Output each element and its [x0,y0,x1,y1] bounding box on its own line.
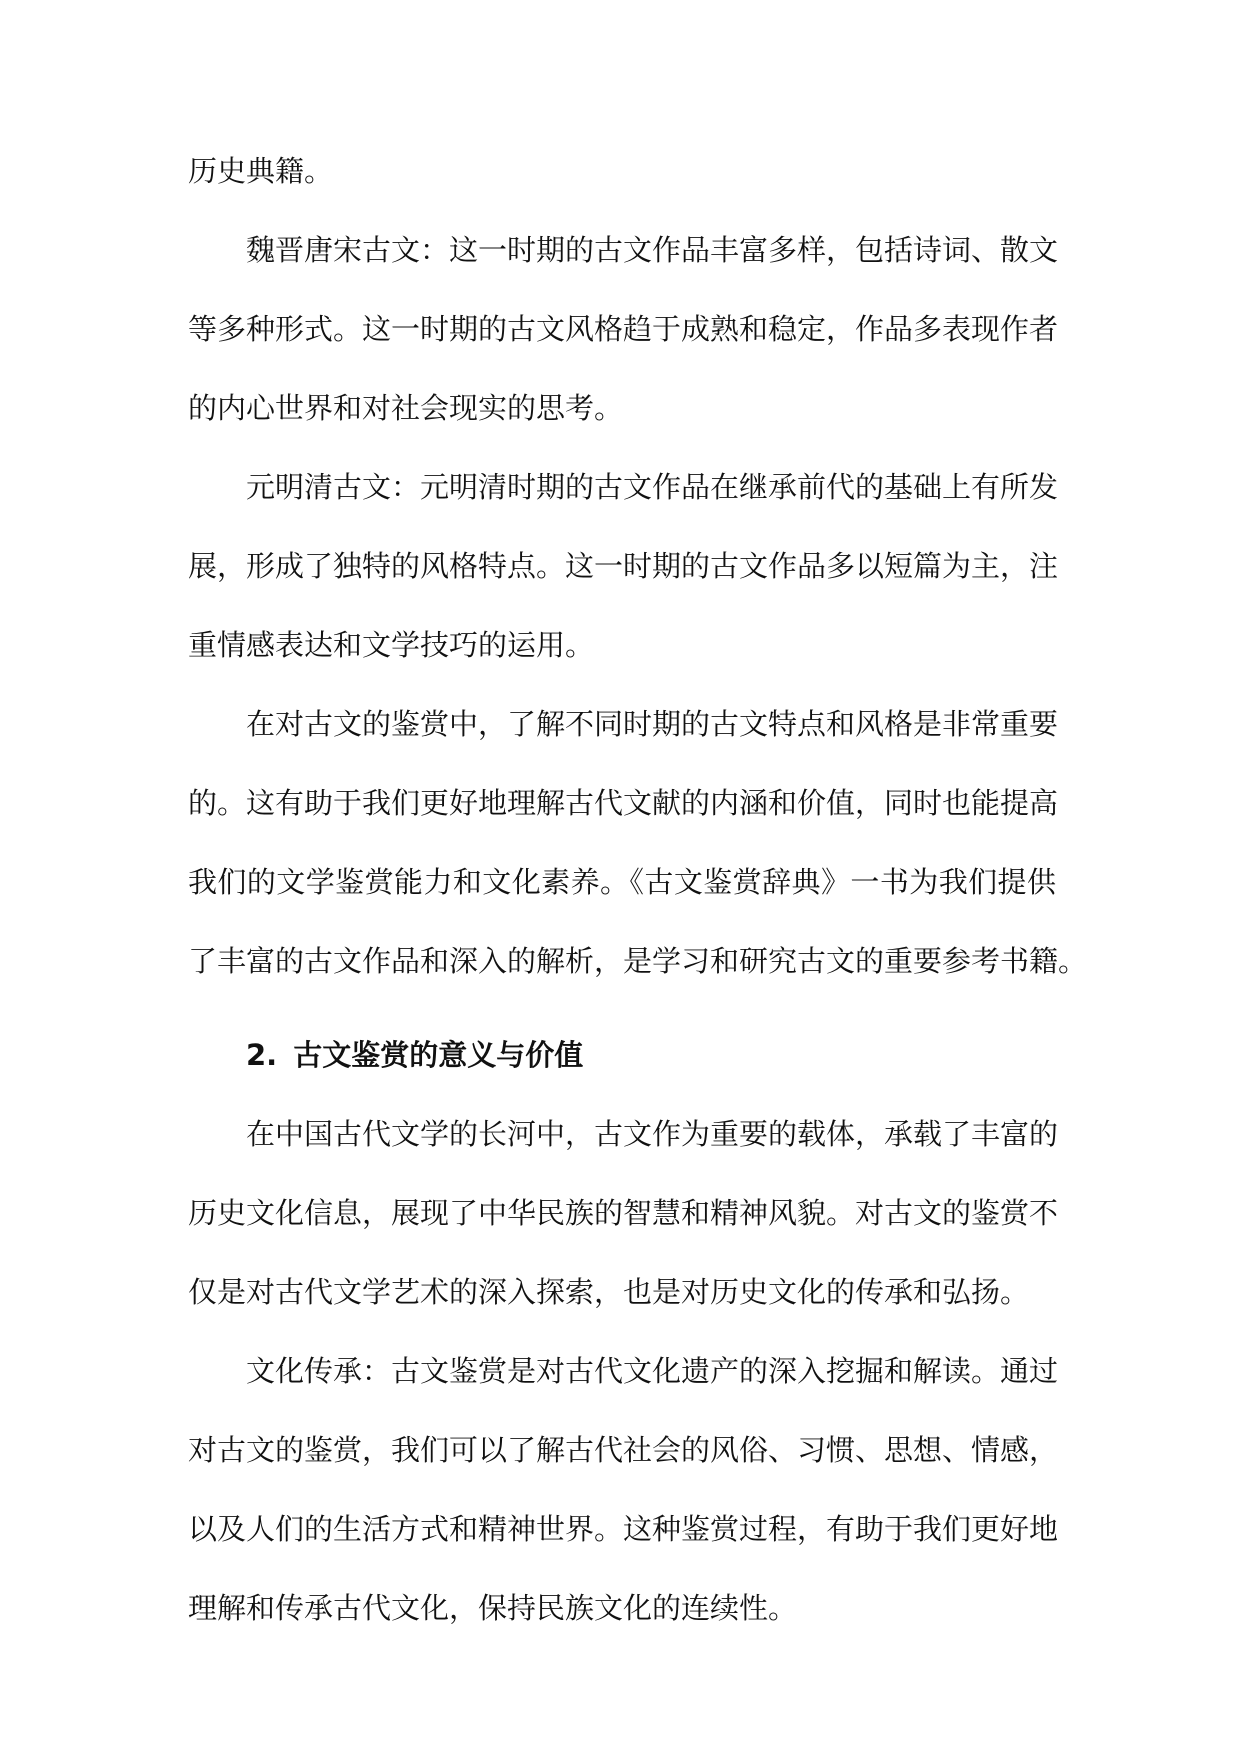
text-line: 我们的文学鉴赏能力和文化素养。《古文鉴赏辞典》一书为我们提供 [188,865,1056,899]
text-line: 以及人们的生活方式和精神世界。这种鉴赏过程，有助于我们更好地 [188,1512,1059,1546]
text-line: 历史文化信息，展现了中华民族的智慧和精神风貌。对古文的鉴赏不 [188,1196,1059,1230]
section-heading [188,1025,1056,1104]
text-line: 在中国古代文学的长河中，古文作为重要的载体，承载了丰富的 [246,1117,1059,1151]
paragraph [188,1104,1059,1341]
text-line: 了丰富的古文作品和深入的解析，是学习和研究古文的重要参考书籍。 [188,944,1088,978]
text-line: 文化传承：古文鉴赏是对古代文化遗产的深入挖掘和解读。通过 [246,1354,1059,1388]
text-line: 的。这有助于我们更好地理解古代文献的内涵和价值，同时也能提高 [188,786,1059,820]
text-line: 理解和传承古代文化，保持民族文化的连续性。 [188,1591,798,1625]
text-line: 的内心世界和对社会现实的思考。 [188,391,624,425]
text-line: 重情感表达和文学技巧的运用。 [188,628,595,662]
paragraph [188,141,1056,220]
section-title: 古文鉴赏的意义与价值 [293,1038,584,1072]
section-number: 2. [246,1038,278,1072]
text-line: 等多种形式。这一时期的古文风格趋于成熟和稳定，作品多表现作者 [188,312,1059,346]
text-line: 对古文的鉴赏，我们可以了解古代社会的风俗、习惯、思想、情感， [188,1433,1059,1467]
text-line: 在对古文的鉴赏中，了解不同时期的古文特点和风格是非常重要 [246,707,1059,741]
text-line: 魏晋唐宋古文：这一时期的古文作品丰富多样，包括诗词、散文 [246,233,1059,267]
paragraph [188,220,1059,457]
text-line: 仅是对古代文学艺术的深入探索，也是对历史文化的传承和弘扬。 [188,1275,1030,1309]
text-line: 历史典籍。 [188,154,334,188]
paragraph [188,457,1059,694]
text-line: 元明清古文：元明清时期的古文作品在继承前代的基础上有所发 [246,470,1059,504]
page-content [188,141,1088,1657]
paragraph [188,694,1088,1010]
paragraph [188,1341,1059,1657]
text-line: 展，形成了独特的风格特点。这一时期的古文作品多以短篇为主，注 [188,549,1059,583]
